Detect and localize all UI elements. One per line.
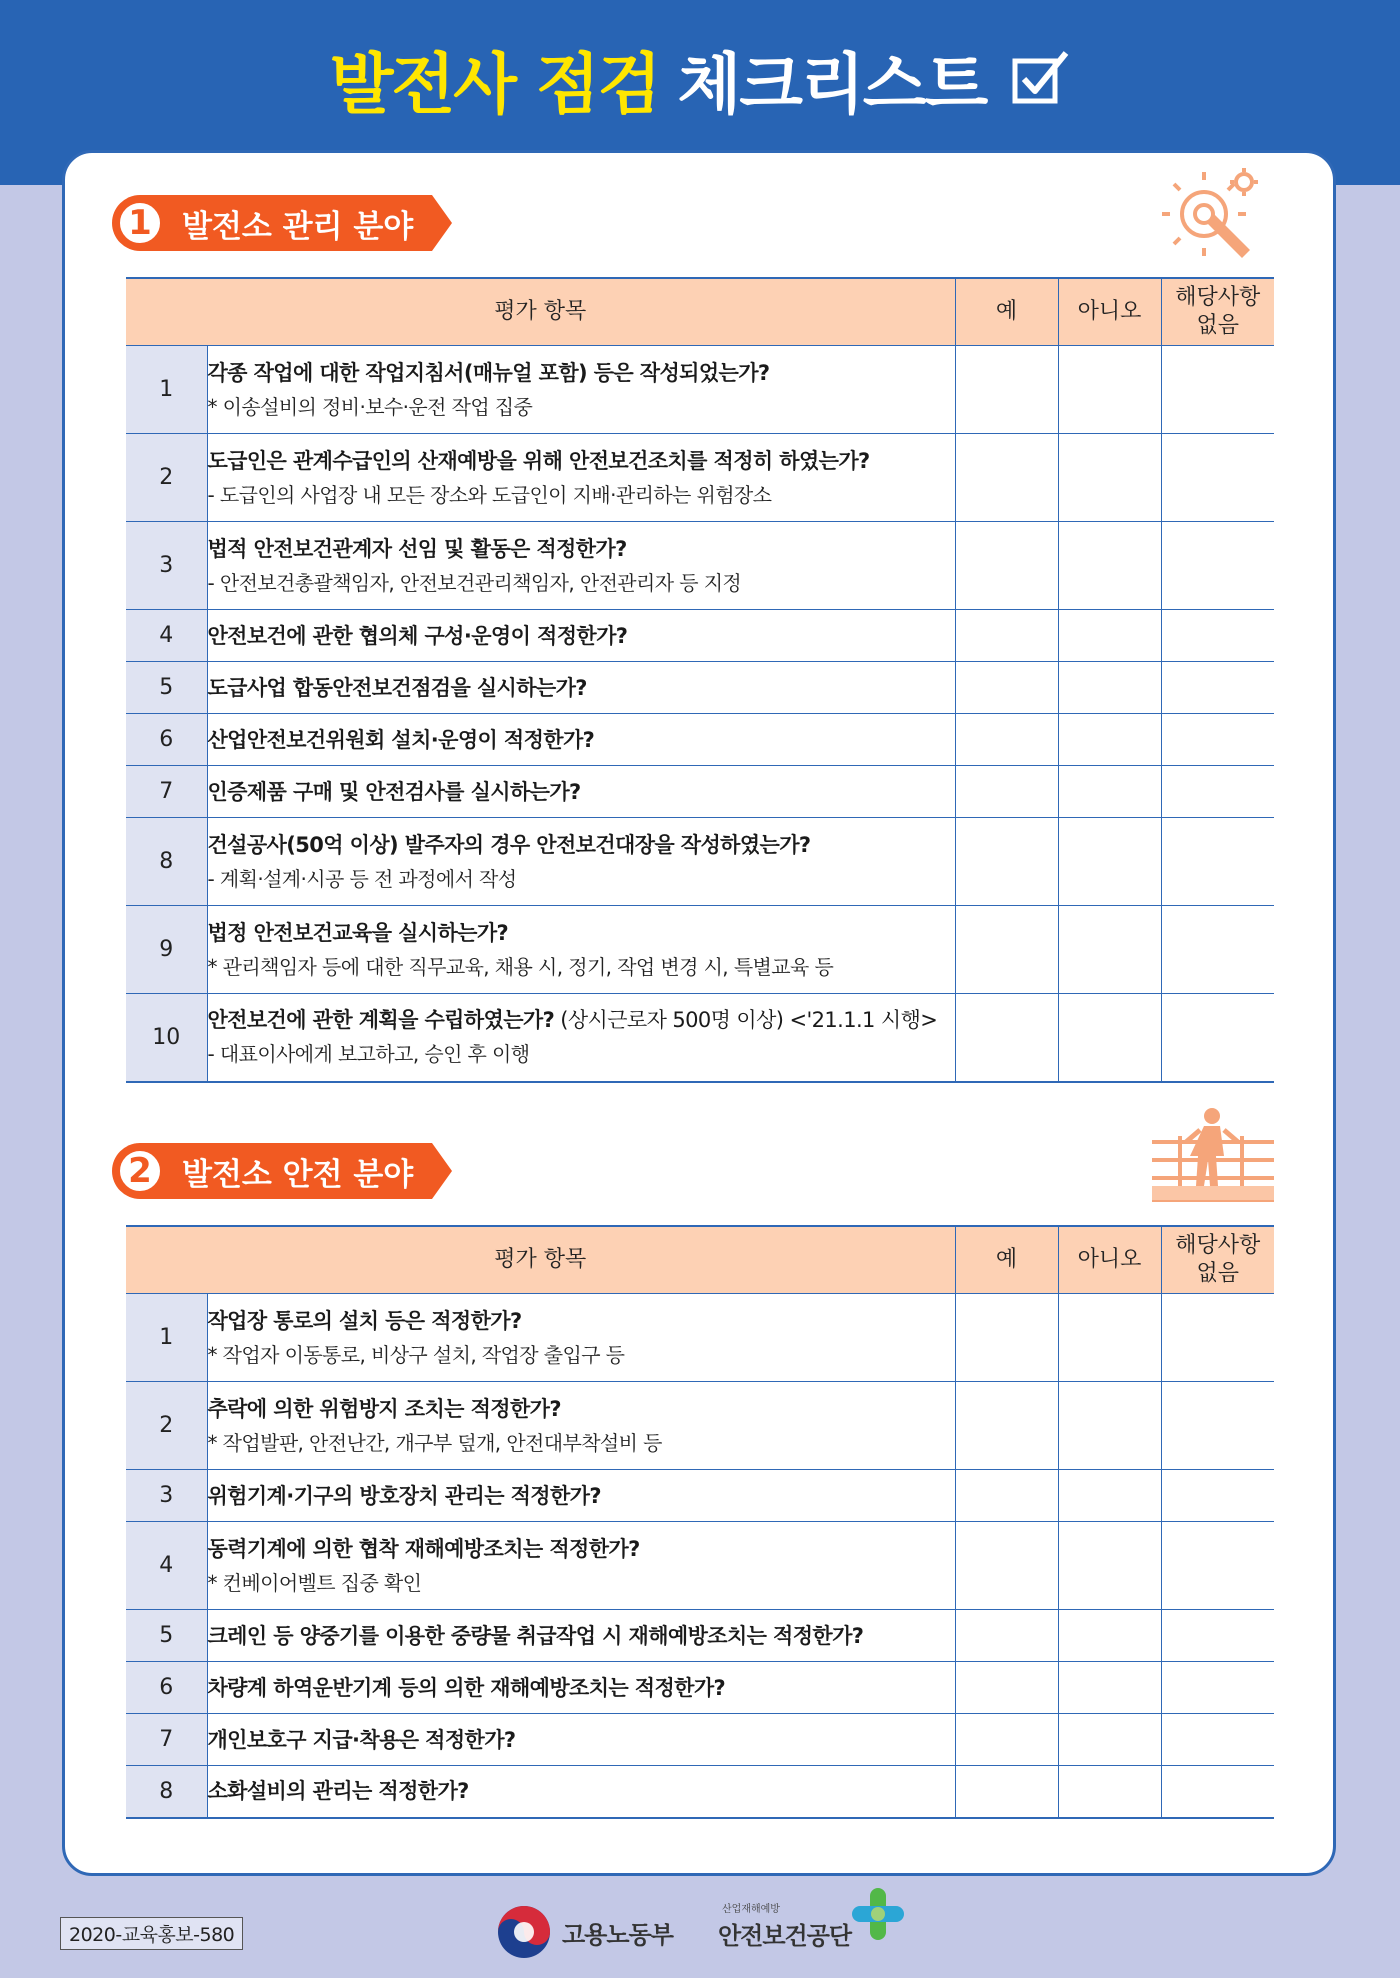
row-item [207,818,955,906]
row-item [207,346,955,434]
agency-name: 안전보건공단 [718,1922,852,1950]
question-note: * 컨베이어벨트 집중 확인 [207,1570,422,1595]
question-text: 동력기계에 의한 협착 재해예방조치는 적정한가? [207,1536,640,1561]
ministry-logo [496,1904,673,1960]
row-item [207,662,955,714]
row-item [207,1662,955,1714]
question-text: 각종 작업에 대한 작업지침서(매뉴얼 포함) 등은 작성되었는가? [207,360,770,385]
answer-cell-na[interactable] [1161,1382,1274,1470]
row-number: 10 [126,994,207,1082]
table-row [126,662,1274,714]
row-item [207,714,955,766]
worker-guardrail-icon [1150,1106,1276,1214]
section-2-tag [112,1143,413,1199]
question-extra: (상시근로자 500명 이상) <'21.1.1 시행> [554,1008,938,1033]
row-number: 6 [126,714,207,766]
answer-cell-na[interactable] [1161,1766,1274,1818]
row-item [207,994,955,1082]
question-text: 법적 안전보건관계자 선임 및 활동은 적정한가? [207,536,627,561]
answer-cell-yes[interactable] [955,1382,1058,1470]
question-text: 소화설비의 관리는 적정한가? [207,1779,469,1804]
question-note: * 작업자 이동통로, 비상구 설치, 작업장 출입구 등 [207,1342,625,1367]
row-number: 6 [126,1662,207,1714]
answer-cell-no[interactable] [1058,766,1161,818]
col-header-na: 해당사항 없음 [1161,1226,1274,1294]
question-text: 도급인은 관계수급인의 산재예방을 위해 안전보건조치를 적정히 하였는가? [207,448,870,473]
row-number: 5 [126,1610,207,1662]
section-2-table [126,1225,1274,1819]
answer-cell-na[interactable] [1161,994,1274,1082]
answer-cell-yes[interactable] [955,994,1058,1082]
table-row [126,434,1274,522]
row-item [207,1522,955,1610]
question-note: - 대표이사에게 보고하고, 승인 후 이행 [207,1042,530,1067]
answer-cell-yes[interactable] [955,434,1058,522]
table-row [126,994,1274,1082]
answer-cell-na[interactable] [1161,662,1274,714]
answer-cell-yes[interactable] [955,1470,1058,1522]
question-text: 법정 안전보건교육을 실시하는가? [207,920,509,945]
answer-cell-no[interactable] [1058,610,1161,662]
answer-cell-no[interactable] [1058,1766,1161,1818]
answer-cell-no[interactable] [1058,994,1161,1082]
question-text: 차량계 하역운반기계 등의 의한 재해예방조치는 적정한가? [207,1675,726,1700]
answer-cell-yes[interactable] [955,818,1058,906]
question-note: * 이송설비의 정비·보수·운전 작업 집중 [207,394,533,419]
ministry-name: 고용노동부 [562,1920,673,1949]
table-row [126,610,1274,662]
answer-cell-no[interactable] [1058,1610,1161,1662]
answer-cell-yes[interactable] [955,1766,1058,1818]
question-note: * 작업발판, 안전난간, 개구부 덮개, 안전대부착설비 등 [207,1430,662,1455]
row-number: 7 [126,766,207,818]
col-header-item: 평가 항목 [126,1226,955,1294]
question-text: 안전보건에 관한 계획을 수립하였는가? (상시근로자 500명 이상) <'21.1.1 시행> [207,1008,938,1033]
page-title [0,28,1400,128]
col-header-item: 평가 항목 [126,278,955,346]
row-item [207,1610,955,1662]
answer-cell-yes[interactable] [955,1662,1058,1714]
row-number: 2 [126,434,207,522]
question-text: 산업안전보건위원회 설치·운영이 적정한가? [207,727,595,752]
question-note: - 안전보건총괄책임자, 안전보건관리책임자, 안전관리자 등 지정 [207,570,742,595]
answer-cell-yes[interactable] [955,906,1058,994]
row-number: 3 [126,1470,207,1522]
section-1-number: 1 [116,199,164,247]
answer-cell-no[interactable] [1058,434,1161,522]
answer-cell-no[interactable] [1058,346,1161,434]
col-header-na: 해당사항 없음 [1161,278,1274,346]
answer-cell-yes[interactable] [955,766,1058,818]
answer-cell-yes[interactable] [955,610,1058,662]
question-text: 안전보건에 관한 협의체 구성·운영이 적정한가? [207,623,628,648]
col-header-yes: 예 [955,1226,1058,1294]
answer-cell-no[interactable] [1058,1470,1161,1522]
question-text: 위험기계·기구의 방호장치 관리는 적정한가? [207,1483,601,1508]
section-2-number: 2 [116,1147,164,1195]
table-row [126,522,1274,610]
question-text: 인증제품 구매 및 안전검사를 실시하는가? [207,779,581,804]
question-text: 추락에 의한 위험방지 조치는 적정한가? [207,1396,561,1421]
table-row [126,1522,1274,1610]
answer-cell-yes[interactable] [955,1610,1058,1662]
row-item [207,1294,955,1382]
answer-cell-no[interactable] [1058,522,1161,610]
answer-cell-na[interactable] [1161,1714,1274,1766]
answer-cell-yes[interactable] [955,522,1058,610]
row-item [207,1470,955,1522]
row-number: 3 [126,522,207,610]
table-row [126,906,1274,994]
row-number: 8 [126,1766,207,1818]
row-item [207,1382,955,1470]
table-header-row [126,278,1274,346]
answer-cell-no[interactable] [1058,818,1161,906]
question-text: 작업장 통로의 설치 등은 적정한가? [207,1308,522,1333]
row-number: 4 [126,610,207,662]
green-cross-icon [850,1886,906,1942]
answer-cell-na[interactable] [1161,906,1274,994]
row-item [207,1714,955,1766]
section-2-title: 발전소 안전 분야 [182,1156,414,1193]
question-text: 도급사업 합동안전보건점검을 실시하는가? [207,675,587,700]
row-number: 4 [126,1522,207,1610]
taegeuk-emblem-icon [496,1904,552,1960]
title-rest: 체크리스트 [677,45,987,123]
answer-cell-na[interactable] [1161,434,1274,522]
answer-cell-no[interactable] [1058,906,1161,994]
question-note: - 도급인의 사업장 내 모든 장소와 도급인이 지배·관리하는 위험장소 [207,482,772,507]
answer-cell-no[interactable] [1058,1662,1161,1714]
col-header-no: 아니오 [1058,278,1161,346]
table-row [126,1382,1274,1470]
answer-cell-yes[interactable] [955,662,1058,714]
agency-subtitle: 산업재해예방 [722,1904,780,1915]
answer-cell-yes[interactable] [955,714,1058,766]
answer-cell-no[interactable] [1058,714,1161,766]
answer-cell-na[interactable] [1161,1294,1274,1382]
answer-cell-na[interactable] [1161,1662,1274,1714]
gear-wrench-icon [1160,162,1264,266]
title-highlight: 발전사 점검 [329,45,660,123]
question-text: 개인보호구 지급·착용은 적정한가? [207,1727,516,1752]
document-code: 2020-교육홍보-580 [60,1917,243,1950]
table-row [126,1610,1274,1662]
row-item [207,434,955,522]
row-number: 8 [126,818,207,906]
answer-cell-yes[interactable] [955,1294,1058,1382]
question-text: 크레인 등 양중기를 이용한 중량물 취급작업 시 재해예방조치는 적정한가? [207,1623,864,1648]
answer-cell-na[interactable] [1161,818,1274,906]
answer-cell-na[interactable] [1161,1522,1274,1610]
answer-cell-na[interactable] [1161,346,1274,434]
row-item [207,1766,955,1818]
question-note: - 계획·설계·시공 등 전 과정에서 작성 [207,866,517,891]
section-1-tag [112,195,413,251]
row-item [207,766,955,818]
row-number: 5 [126,662,207,714]
col-header-no: 아니오 [1058,1226,1161,1294]
answer-cell-yes[interactable] [955,1522,1058,1610]
row-number: 2 [126,1382,207,1470]
table-row [126,346,1274,434]
checkbox-check-icon [1012,49,1070,107]
answer-cell-na[interactable] [1161,522,1274,610]
table-row [126,1662,1274,1714]
answer-cell-no[interactable] [1058,1382,1161,1470]
answer-cell-na[interactable] [1161,610,1274,662]
row-number: 7 [126,1714,207,1766]
row-item [207,610,955,662]
table-row [126,1714,1274,1766]
table-row [126,1470,1274,1522]
answer-cell-no[interactable] [1058,1522,1161,1610]
row-number: 1 [126,346,207,434]
answer-cell-na[interactable] [1161,1610,1274,1662]
table-header-row [126,1226,1274,1294]
question-text: 건설공사(50억 이상) 발주자의 경우 안전보건대장을 작성하였는가? [207,832,811,857]
answer-cell-na[interactable] [1161,1470,1274,1522]
answer-cell-na[interactable] [1161,714,1274,766]
row-item [207,906,955,994]
question-note: * 관리책임자 등에 대한 직무교육, 채용 시, 정기, 작업 변경 시, 특별교육 등 [207,954,834,979]
table-row [126,1294,1274,1382]
table-row [126,766,1274,818]
table-row [126,714,1274,766]
row-number: 1 [126,1294,207,1382]
answer-cell-no[interactable] [1058,662,1161,714]
row-item [207,522,955,610]
answer-cell-yes[interactable] [955,1714,1058,1766]
section-1-table [126,277,1274,1083]
table-row [126,818,1274,906]
answer-cell-no[interactable] [1058,1294,1161,1382]
section-1-title: 발전소 관리 분야 [182,208,414,245]
table-row [126,1766,1274,1818]
row-number: 9 [126,906,207,994]
col-header-yes: 예 [955,278,1058,346]
answer-cell-yes[interactable] [955,346,1058,434]
answer-cell-no[interactable] [1058,1714,1161,1766]
answer-cell-na[interactable] [1161,766,1274,818]
